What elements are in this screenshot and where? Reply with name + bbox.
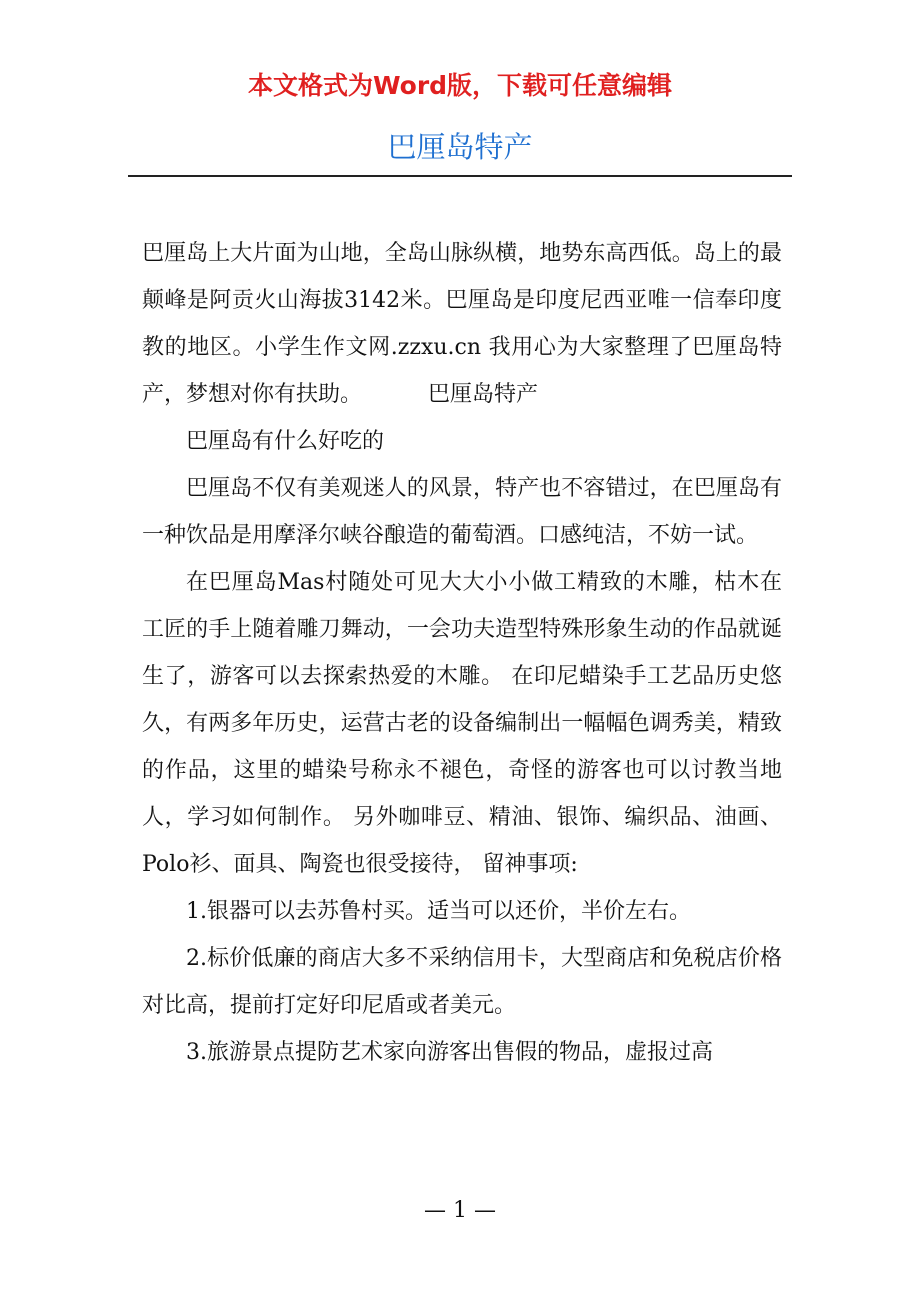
page-title: 巴厘岛特产	[387, 130, 533, 164]
intro-text: 巴厘岛上大片面为山地，全岛山脉纵横，地势东高西低。岛上的最颠峰是阿贡火山海拔3142米。巴厘岛是印度尼西亚唯一信奉印度教的地区。小学生作文网.zzxu.cn 我用心为大家整理了巴厘岛特产，梦想对你有扶助。	[142, 241, 782, 407]
intro-tail-text: 巴厘岛特产	[428, 382, 539, 407]
title-divider	[128, 175, 792, 177]
paragraph-crafts: 在巴厘岛Mas村随处可见大大小小做工精致的木雕，枯木在工匠的手上随着雕刀舞动，一会功夫造型特殊形象生动的作品就诞生了，游客可以去探索热爱的木雕。 在印尼蜡染手工艺品历史悠久，有两多年历史，运营古老的设备编制出一幅幅色调秀美，精致的作品，这里的蜡染号称永不褪色，奇怪的游客也可以讨教当地人，学习如何制作。 另外咖啡豆、精油、银饰、编织品、油画、Polo衫、面具、陶瓷也很受接待， 留神事项:	[142, 570, 782, 877]
intro-paragraph	[142, 230, 782, 418]
page-number: — 1 —	[424, 1198, 496, 1223]
download-notice: 本文格式为Word版，下载可任意编辑	[247, 71, 673, 100]
section-heading: 巴厘岛有什么好吃的	[186, 429, 385, 454]
tip-item-1: 1.银器可以去苏鲁村买。适当可以还价，半价左右。	[186, 899, 691, 924]
tip-item-2: 2.标价低廉的商店大多不采纳信用卡，大型商店和免税店价格对比高，提前打定好印尼盾或者美元。	[142, 946, 782, 1018]
document-body	[142, 230, 782, 1076]
tip-item-3: 3.旅游景点提防艺术家向游客出售假的物品，虚报过高	[186, 1040, 713, 1065]
paragraph-wine: 巴厘岛不仅有美观迷人的风景，特产也不容错过，在巴厘岛有一种饮品是用摩泽尔峡谷酿造的葡萄酒。口感纯洁，不妨一试。	[142, 476, 782, 548]
